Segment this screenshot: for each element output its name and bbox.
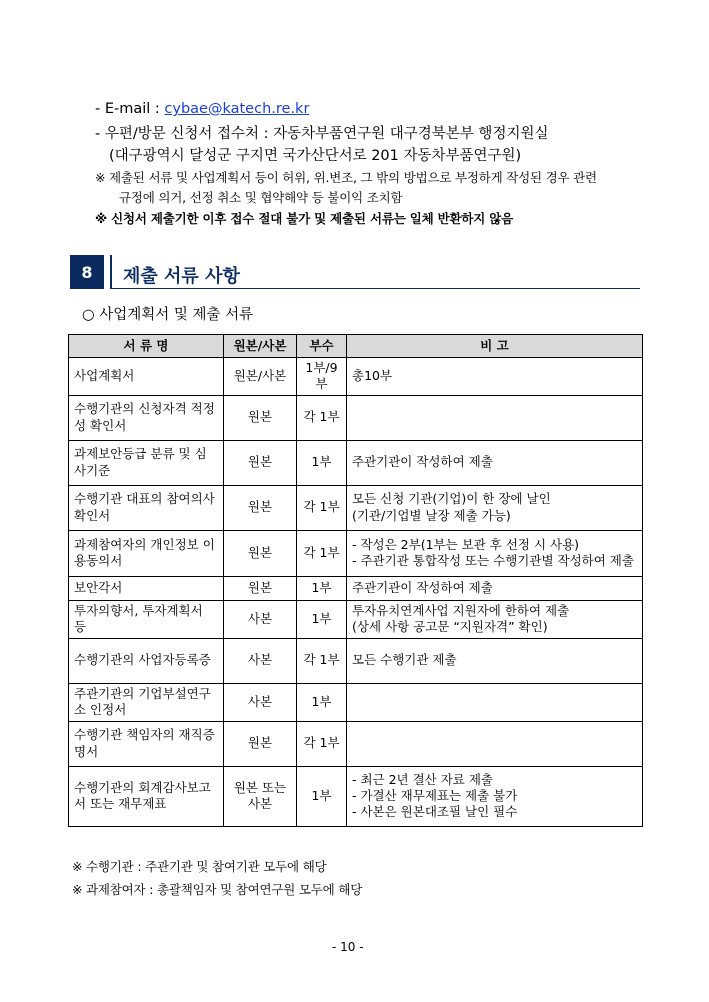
footnote-participant: ※ 과제참여자 : 총괄책임자 및 참여연구원 모두에 해당 — [72, 882, 363, 897]
table-row — [69, 530, 643, 576]
doc-name-cell: 과제보안등급 분류 및 심사기준 — [69, 440, 224, 485]
table-row — [69, 395, 643, 440]
remarks-cell — [347, 766, 643, 826]
count-cell: 1부 — [297, 766, 347, 826]
doc-name-cell: 사업계획서 — [69, 358, 224, 396]
orig-copy-cell: 원본/사본 — [224, 358, 297, 396]
table-row — [69, 683, 643, 721]
header-remarks: 비 고 — [347, 335, 643, 358]
orig-copy-cell: 사본 — [224, 638, 297, 683]
orig-copy-cell: 사본 — [224, 600, 297, 638]
orig-copy-cell: 원본 — [224, 395, 297, 440]
count-cell: 1부 — [297, 576, 347, 600]
doc-name-cell: 투자의향서, 투자계획서 등 — [69, 600, 224, 638]
remarks-cell — [347, 440, 643, 485]
note-falsification-line1: ※ 제출된 서류 및 사업계획서 등이 허위, 위.변조, 그 밖의 방법으로 부정하게 작성된 경우 관련 — [95, 170, 597, 185]
section-title: 제출 서류 사항 — [123, 266, 240, 287]
doc-name-cell: 수행기관 대표의 참여의사 확인서 — [69, 485, 224, 530]
remark-line: - 가결산 재무제표는 제출 불가 — [352, 787, 518, 803]
section-subheading: ○ 사업계획서 및 제출 서류 — [82, 307, 254, 323]
table-row — [69, 358, 643, 396]
count-cell: 각 1부 — [297, 638, 347, 683]
remark-line: 투자유치연계사업 지원자에 한하여 제출 — [352, 602, 570, 618]
table-row — [69, 440, 643, 485]
remarks-cell — [347, 638, 643, 683]
email-link[interactable]: cybae@katech.re.kr — [164, 101, 310, 117]
remark-line: - 작성은 2부(1부는 보관 후 선정 시 사용) — [352, 536, 580, 552]
remark-line: 주관기관이 작성하여 제출 — [352, 579, 493, 595]
table-row — [69, 600, 643, 638]
doc-name-cell: 수행기관의 신청자격 적정성 확인서 — [69, 395, 224, 440]
remark-line: (기관/기업별 날장 제출 가능) — [352, 507, 511, 523]
table-row — [69, 576, 643, 600]
remarks-cell — [347, 485, 643, 530]
page-number: - 10 - — [332, 940, 364, 954]
remark-line: 모든 신청 기관(기업)이 한 장에 날인 — [352, 491, 551, 507]
visit-address-line1: - 우편/방문 신청서 접수처 : 자동차부품연구원 대구경북본부 행정지원실 — [95, 126, 549, 142]
section-number-badge: 8 — [70, 255, 104, 289]
table-header-row — [69, 335, 643, 358]
orig-copy-cell: 원본 — [224, 440, 297, 485]
remark-line: - 최근 2년 결산 자료 제출 — [352, 771, 494, 787]
header-doc-name: 서 류 명 — [69, 335, 224, 358]
doc-name-cell: 수행기관의 회계감사보고서 또는 재무제표 — [69, 766, 224, 826]
header-orig-copy: 원본/사본 — [224, 335, 297, 358]
remarks-cell — [347, 395, 643, 440]
count-cell: 각 1부 — [297, 721, 347, 766]
remarks-cell — [347, 683, 643, 721]
table-row — [69, 638, 643, 683]
count-cell: 각 1부 — [297, 485, 347, 530]
doc-name-cell: 수행기관 책임자의 재직증명서 — [69, 721, 224, 766]
remark-line: - 사본은 원본대조필 날인 필수 — [352, 804, 518, 820]
visit-address-line2: (대구광역시 달성군 구지면 국가산단서로 201 자동차부품연구원) — [109, 148, 522, 164]
remark-line: - 주관기관 통합작성 또는 수행기관별 작성하여 제출 — [352, 553, 634, 568]
header-count: 부수 — [297, 335, 347, 358]
orig-copy-cell: 원본 또는 사본 — [224, 766, 297, 826]
section-divider — [110, 255, 112, 289]
email-line — [95, 102, 309, 117]
documents-table — [68, 334, 643, 827]
count-cell: 1부 — [297, 683, 347, 721]
doc-name-cell: 주관기관의 기업부설연구소 인정서 — [69, 683, 224, 721]
count-cell: 1부/9부 — [297, 358, 347, 396]
table-row — [69, 721, 643, 766]
orig-copy-cell: 사본 — [224, 683, 297, 721]
note-no-return: ※ 신청서 제출기한 이후 접수 절대 불가 및 제출된 서류는 일체 반환하지 않음 — [95, 211, 514, 226]
count-cell: 각 1부 — [297, 530, 347, 576]
orig-copy-cell: 원본 — [224, 485, 297, 530]
remarks-cell — [347, 358, 643, 396]
count-cell: 1부 — [297, 600, 347, 638]
orig-copy-cell: 원본 — [224, 721, 297, 766]
remarks-cell — [347, 530, 643, 576]
remarks-cell — [347, 721, 643, 766]
table-row — [69, 485, 643, 530]
remarks-cell — [347, 600, 643, 638]
doc-name-cell: 과제참여자의 개인정보 이용동의서 — [69, 530, 224, 576]
doc-name-cell: 보안각서 — [69, 576, 224, 600]
note-falsification-line2: 규정에 의거, 선정 취소 및 협약해약 등 불이익 조치함 — [119, 190, 403, 205]
email-prefix: - E-mail : — [95, 101, 165, 117]
remark-line: 총10부 — [352, 368, 393, 384]
remarks-cell — [347, 576, 643, 600]
table-row — [69, 766, 643, 826]
count-cell: 각 1부 — [297, 395, 347, 440]
orig-copy-cell: 원본 — [224, 530, 297, 576]
remark-line: 주관기관이 작성하여 제출 — [352, 454, 493, 470]
count-cell: 1부 — [297, 440, 347, 485]
orig-copy-cell: 원본 — [224, 576, 297, 600]
doc-name-cell: 수행기관의 사업자등록증 — [69, 638, 224, 683]
remark-line: (상세 사항 공고문 “지원자격” 확인) — [352, 619, 548, 634]
footnote-executing-org: ※ 수행기관 : 주관기관 및 참여기관 모두에 해당 — [72, 859, 327, 874]
remark-line: 모든 수행기관 제출 — [352, 652, 457, 668]
section-underline — [110, 288, 640, 289]
